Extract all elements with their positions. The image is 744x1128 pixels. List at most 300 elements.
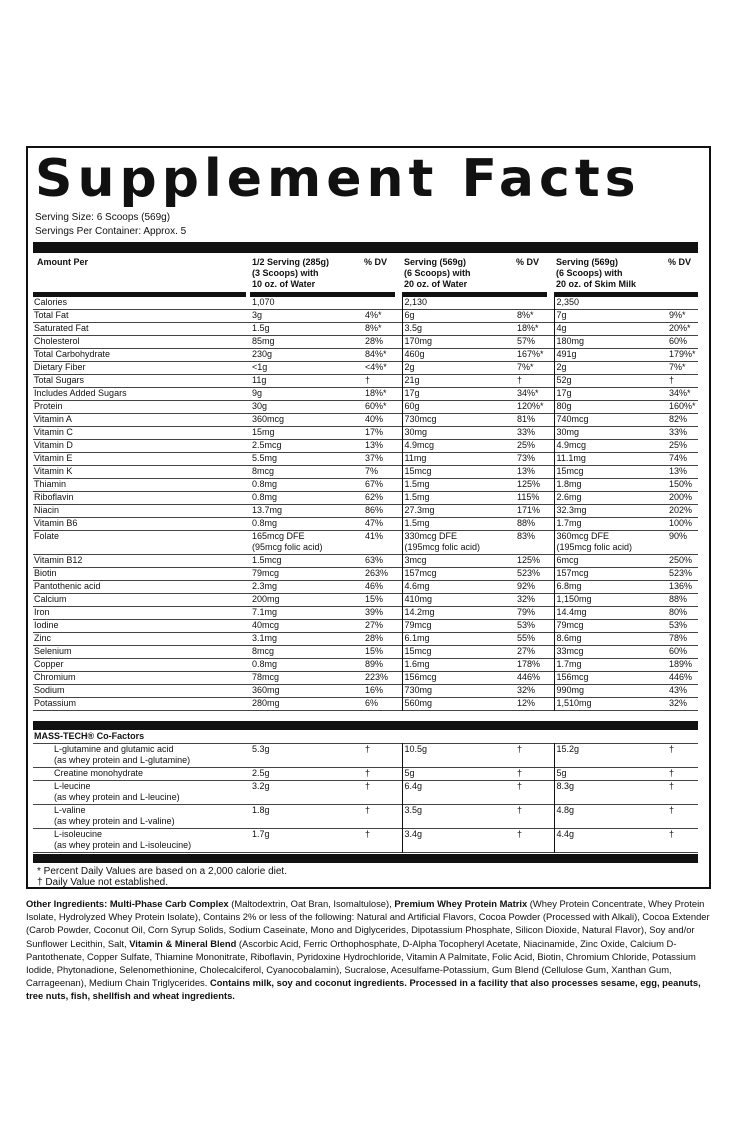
dv-col2: 33% — [515, 427, 554, 440]
amount-col2: 6.4g — [404, 781, 423, 791]
dv-col3: † — [669, 768, 675, 778]
nutrient-name: Copper — [34, 659, 64, 669]
amount-value: 1.7mg — [556, 518, 582, 528]
amount-col1 — [250, 568, 363, 581]
amount-per-label: Amount Per — [37, 257, 89, 267]
amount-col2 — [402, 568, 515, 581]
cofactor-row — [33, 744, 698, 768]
amount-col2 — [402, 349, 515, 362]
col1-header-line3: 10 oz. of Water — [252, 279, 316, 289]
nutrient-row — [33, 531, 698, 555]
nutrient-row — [33, 581, 698, 594]
amount-col2 — [402, 492, 515, 505]
amount-col2 — [402, 505, 515, 518]
ingredient-segment: (Whey Protein Concentrate, Whey Protein Isolate, Hydrolyzed Whey Protein Isolate), Contains 2% or less of the following: Natural and Artificial Flavors, Cocoa Powder (Processed with Alkali), Cocoa Extender (Carob Powder, Coconut Oil, Corn Syrup Solids, Sodium Caseinate, Mono and Diglycerides, Dipotassium Phosphate, Silicon Dioxide, Natural Flavor), Soy and/or Sunflower Lecithin, Salt, — [26, 898, 710, 949]
nutrient-name: Thiamin — [34, 479, 67, 489]
dv-col2: 73% — [515, 453, 554, 466]
dv-col2: † — [515, 781, 554, 805]
amount-value: 730mg — [404, 685, 433, 695]
thick-divider-cofactors — [33, 721, 698, 730]
amount-value: 30mg — [556, 427, 580, 437]
amount-col2 — [402, 594, 515, 607]
dv-col2: 81% — [515, 414, 554, 427]
nutrient-name: Iodine — [34, 620, 59, 630]
amount-value: 60g — [404, 401, 420, 411]
amount-col3: 4.8g — [556, 805, 575, 815]
amount-value: 2,130 — [404, 297, 428, 307]
nutrient-name: Total Fat — [34, 310, 69, 320]
amount-col2 — [402, 479, 515, 492]
amount-col1 — [250, 453, 363, 466]
amount-col2: 10.5g — [404, 744, 428, 754]
dv-col1: 86% — [363, 505, 402, 518]
amount-value: 15mcg — [556, 466, 584, 476]
dv-col1: † — [363, 781, 402, 805]
dv-col2: 32% — [515, 685, 554, 698]
dv-col2: 25% — [515, 440, 554, 453]
nutrient-name: Zinc — [34, 633, 52, 643]
amount-col2 — [402, 581, 515, 594]
dv-col2: 7%* — [515, 362, 554, 375]
amount-value: 157mcg — [404, 568, 437, 578]
nutrient-row — [33, 685, 698, 698]
amount-col2 — [402, 297, 515, 310]
amount-value: 30g — [252, 401, 268, 411]
dv-col3: 150% — [669, 479, 693, 489]
dv-col3: 100% — [669, 518, 693, 528]
amount-col2 — [402, 375, 515, 388]
nutrient-row — [33, 375, 698, 388]
col2-header-line2: (6 Scoops) with — [404, 268, 471, 278]
dv-col1: 60%* — [363, 401, 402, 414]
cofactor-name-cell — [33, 805, 250, 829]
dv-col3: 189% — [669, 659, 693, 669]
amount-col3: 15.2g — [556, 744, 580, 754]
ingredient-bold-segment: Other Ingredients: — [26, 898, 110, 909]
amount-value: 3mcg — [404, 555, 427, 565]
cofactor-row — [33, 781, 698, 805]
dv-col3: 160%* — [669, 401, 696, 411]
footnotes — [37, 866, 287, 888]
cofactor-name-cell — [33, 829, 250, 853]
amount-col1: 3.2g — [252, 781, 270, 791]
amount-value: 4.9mcg — [404, 440, 435, 450]
dv-col1: 39% — [363, 607, 402, 620]
amount-col3: 8.3g — [556, 781, 575, 791]
cofactor-heading-row — [33, 731, 698, 744]
dv-col2: † — [515, 768, 554, 781]
amount-col2 — [402, 466, 515, 479]
dv-col3: 82% — [669, 414, 688, 424]
nutrient-row — [33, 310, 698, 323]
dv-col3: † — [669, 375, 675, 385]
dv-col1: 17% — [363, 427, 402, 440]
amount-value: 170mg — [404, 336, 433, 346]
nutrient-name: Total Sugars — [34, 375, 85, 385]
dv-col2: 57% — [515, 336, 554, 349]
col3-dv-header: % DV — [668, 257, 692, 267]
dv-col1: 18%* — [363, 388, 402, 401]
amount-value: 560mg — [404, 698, 433, 708]
nutrient-row — [33, 466, 698, 479]
amount-value: 0.8mg — [252, 479, 278, 489]
cofactor-name: L-glutamine and glutamic acid — [54, 744, 174, 754]
amount-value: 1,070 — [252, 297, 275, 307]
amount-col1 — [250, 698, 363, 711]
dv-col3: 34%* — [669, 388, 691, 398]
amount-col2 — [402, 646, 515, 659]
amount-col1 — [250, 518, 363, 531]
amount-value: 7.1mg — [252, 607, 278, 617]
dv-col3: 32% — [669, 698, 688, 708]
amount-value: 17g — [556, 388, 572, 398]
amount-col2 — [402, 685, 515, 698]
amount-value: 2g — [556, 362, 567, 372]
amount-col3 — [554, 607, 667, 620]
nutrient-name: Calcium — [34, 594, 67, 604]
amount-value: 1.8mg — [556, 479, 582, 489]
dv-col1: 13% — [363, 440, 402, 453]
amount-col3 — [554, 531, 667, 555]
amount-value: 33mcg — [556, 646, 584, 656]
amount-value: 78mcg — [252, 672, 280, 682]
dv-col3: 25% — [669, 440, 688, 450]
nutrient-name: Protein — [34, 401, 63, 411]
dv-col1: 62% — [363, 492, 402, 505]
dv-col1: 263% — [363, 568, 402, 581]
nutrient-name: Vitamin C — [34, 427, 73, 437]
cofactor-row — [33, 768, 698, 781]
amount-value: 13.7mg — [252, 505, 283, 515]
dv-col1: 37% — [363, 453, 402, 466]
dv-col3: 202% — [669, 505, 693, 515]
cofactor-name-cell — [33, 744, 250, 768]
amount-value: 491g — [556, 349, 577, 359]
amount-col3: 4.4g — [556, 829, 575, 839]
amount-value: 1.7mg — [556, 659, 582, 669]
amount-col3 — [554, 492, 667, 505]
amount-col3 — [554, 414, 667, 427]
amount-value: 2,350 — [556, 297, 580, 307]
dv-col3: 523% — [669, 568, 693, 578]
dv-col2: 27% — [515, 646, 554, 659]
facts-title: Supplement Facts — [35, 149, 641, 209]
dv-col2: 88% — [515, 518, 554, 531]
col1-header — [252, 257, 329, 290]
amount-col2 — [402, 427, 515, 440]
dv-col1: † — [363, 829, 402, 853]
dv-col3: 60% — [669, 646, 688, 656]
dv-col1: † — [363, 375, 402, 388]
nutrient-row — [33, 633, 698, 646]
amount-col1 — [250, 620, 363, 633]
amount-col1 — [250, 375, 363, 388]
amount-col2 — [402, 531, 515, 555]
amount-col3 — [554, 581, 667, 594]
amount-col3 — [554, 672, 667, 685]
dv-col2: 125% — [515, 555, 554, 568]
dv-col2: 18%* — [515, 323, 554, 336]
amount-value: 0.8mg — [252, 492, 278, 502]
cofactor-source: (as whey protein and L-leucine) — [54, 792, 180, 802]
amount-value: <1g — [252, 362, 268, 372]
nutrient-name: Pantothenic acid — [34, 581, 101, 591]
cofactor-source: (as whey protein and L-valine) — [54, 816, 175, 826]
amount-col1 — [250, 633, 363, 646]
col1-header-line2: (3 Scoops) with — [252, 268, 319, 278]
nutrient-name: Chromium — [34, 672, 76, 682]
supplement-facts-panel — [26, 146, 711, 889]
nutrient-row — [33, 607, 698, 620]
amount-value: 11.1mg — [556, 453, 586, 463]
dv-col1: 84%* — [363, 349, 402, 362]
amount-col2 — [402, 518, 515, 531]
dv-col1: 15% — [363, 646, 402, 659]
cofactor-source: (as whey protein and L-isoleucine) — [54, 840, 192, 850]
nutrient-row — [33, 362, 698, 375]
amount-col2: 3.5g — [404, 805, 423, 815]
nutrient-table — [33, 297, 698, 711]
amount-value: 21g — [404, 375, 420, 385]
col3-header-line1: Serving (569g) — [556, 257, 619, 267]
dv-col3: 7%* — [669, 362, 686, 372]
amount-value: 1.6mg — [404, 659, 430, 669]
col2-header-line1: Serving (569g) — [404, 257, 467, 267]
amount-value: 156mcg — [404, 672, 437, 682]
amount-col1 — [250, 466, 363, 479]
dv-col3: 90% — [669, 531, 688, 541]
dv-col1: 7% — [363, 466, 402, 479]
amount-col3 — [554, 479, 667, 492]
dv-col2: 523% — [515, 568, 554, 581]
dv-col2: 115% — [515, 492, 554, 505]
amount-value: 11g — [252, 375, 267, 385]
amount-col2 — [402, 698, 515, 711]
ingredient-bold-segment: Contains milk, soy and coconut ingredients. Processed in a facility that also processes sesame, egg, peanuts, tree nuts, fish, shellfish and wheat ingredients. — [26, 977, 701, 1002]
amount-value: 180mg — [556, 336, 585, 346]
amount-value: 14.4mg — [556, 607, 587, 617]
cofactor-table — [33, 731, 698, 853]
amount-col2: 5g — [404, 768, 415, 778]
amount-col3 — [554, 646, 667, 659]
amount-col2 — [402, 607, 515, 620]
amount-col1 — [250, 388, 363, 401]
amount-col2 — [402, 672, 515, 685]
dv-col1: 40% — [363, 414, 402, 427]
servings-per-container: Servings Per Container: Approx. 5 — [35, 226, 187, 237]
nutrient-row — [33, 659, 698, 672]
nutrient-row — [33, 568, 698, 581]
amount-col2 — [402, 323, 515, 336]
amount-value: 8mcg — [252, 646, 275, 656]
amount-col1 — [250, 659, 363, 672]
dv-col2: 8%* — [515, 310, 554, 323]
col3-header-line2: (6 Scoops) with — [556, 268, 623, 278]
amount-col2 — [402, 362, 515, 375]
dv-col3: 78% — [669, 633, 688, 643]
amount-col1 — [250, 414, 363, 427]
amount-value: 4.6mg — [404, 581, 430, 591]
dv-col3: 53% — [669, 620, 688, 630]
amount-col3 — [554, 633, 667, 646]
dv-col2: 12% — [515, 698, 554, 711]
nutrient-name: Vitamin B12 — [34, 555, 83, 565]
amount-col3 — [554, 401, 667, 414]
nutrient-row — [33, 388, 698, 401]
amount-value: 0.8mg — [252, 659, 278, 669]
nutrient-row — [33, 505, 698, 518]
nutrient-name: Calories — [34, 297, 68, 307]
ingredient-bold-segment: Vitamin & Mineral Blend — [129, 937, 237, 949]
nutrient-name: Folate — [34, 531, 60, 541]
dv-col2: 32% — [515, 594, 554, 607]
cofactor-name-cell — [33, 768, 250, 781]
amount-col2 — [402, 388, 515, 401]
amount-value: 79mcg — [252, 568, 280, 578]
nutrient-row — [33, 323, 698, 336]
nutrient-name: Sodium — [34, 685, 65, 695]
amount-value: 17g — [404, 388, 420, 398]
amount-value: 360mcg DFE — [556, 531, 610, 541]
amount-col1 — [250, 505, 363, 518]
dv-col1: † — [363, 805, 402, 829]
amount-col3 — [554, 375, 667, 388]
amount-value: 280mg — [252, 698, 280, 708]
serving-size: Serving Size: 6 Scoops (569g) — [35, 212, 171, 223]
amount-col2 — [402, 659, 515, 672]
amount-col1 — [250, 310, 363, 323]
nutrient-row — [33, 594, 698, 607]
dv-col2: 120%* — [515, 401, 554, 414]
amount-col3 — [554, 388, 667, 401]
amount-value: 6.1mg — [404, 633, 430, 643]
amount-value: 30mg — [404, 427, 428, 437]
cofactor-row — [33, 805, 698, 829]
amount-col2 — [402, 440, 515, 453]
dv-col2: 53% — [515, 620, 554, 633]
ingredient-segment: (Ascorbic Acid, Ferric Orthophosphate, D-Alpha Tocopheryl Acetate, Niacinamide, Zinc Oxide, Calcium D-Pantothenate, Copper Sulfate, Thiamine Mononitrate, Riboflavin, Pyridoxine Hydrochloride, Vitamin A Palmitate, Folic Acid, Biotin, Chromium Chloride, Potassium Iodide, Phytonadione, Selenomethionine, Cholecalciferol, Cyanocobalamin), Sucralose, Acesulfame-Potassium, Gum Blend (Cellulose Gum, Xanthan Gum, Carrageenan), Medium Chain Triglycerides. — [26, 937, 696, 989]
amount-col1 — [250, 607, 363, 620]
amount-col3 — [554, 310, 667, 323]
amount-value: 3.1mg — [252, 633, 278, 643]
amount-value: 3.5g — [404, 323, 423, 333]
amount-value: 156mcg — [556, 672, 589, 682]
amount-col2 — [402, 414, 515, 427]
amount-col1 — [250, 401, 363, 414]
nutrient-name: Niacin — [34, 505, 60, 515]
dv-col3: 136% — [669, 581, 693, 591]
nutrient-row — [33, 414, 698, 427]
dv-col1: 28% — [363, 336, 402, 349]
dv-col1: 67% — [363, 479, 402, 492]
dv-col1 — [363, 297, 402, 310]
nutrient-name: Cholesterol — [34, 336, 80, 346]
ingredient-bold-segment: Premium Whey Protein Matrix — [394, 898, 528, 909]
col3-header-line3: 20 oz. of Skim Milk — [556, 279, 637, 289]
amount-col1: 1.7g — [252, 829, 270, 839]
amount-col3 — [554, 297, 667, 310]
amount-col1 — [250, 646, 363, 659]
amount-value: 740mcg — [556, 414, 589, 424]
nutrient-name: Iron — [34, 607, 50, 617]
dv-col2: 178% — [515, 659, 554, 672]
dv-col2: † — [515, 805, 554, 829]
thick-divider-bottom — [33, 854, 698, 863]
dv-col3: 43% — [669, 685, 688, 695]
dv-col1: 63% — [363, 555, 402, 568]
amount-col3 — [554, 336, 667, 349]
nutrient-row — [33, 427, 698, 440]
amount-value: 3g — [252, 310, 263, 320]
amount-col2 — [402, 620, 515, 633]
dv-col3: 9%* — [669, 310, 686, 320]
amount-value: 6mcg — [556, 555, 579, 565]
nutrient-row — [33, 492, 698, 505]
amount-col3 — [554, 362, 667, 375]
footnote-percent: * Percent Daily Values are based on a 2,000 calorie diet. — [37, 866, 287, 877]
amount-col2: 3.4g — [404, 829, 423, 839]
amount-value: 5.5mg — [252, 453, 278, 463]
cofactor-heading: MASS-TECH® Co-Factors — [34, 731, 145, 741]
amount-value: 15mcg — [404, 466, 432, 476]
dv-col2: 171% — [515, 505, 554, 518]
dv-col3: † — [669, 829, 675, 839]
amount-value: 1.5g — [252, 323, 270, 333]
amount-value: 7g — [556, 310, 567, 320]
amount-col3 — [554, 568, 667, 581]
dv-col1: 223% — [363, 672, 402, 685]
nutrient-name: Vitamin A — [34, 414, 72, 424]
dv-col2: 79% — [515, 607, 554, 620]
dv-col1: 6% — [363, 698, 402, 711]
amount-value: 2g — [404, 362, 415, 372]
dv-col3 — [667, 297, 698, 310]
amount-col1 — [250, 427, 363, 440]
amount-col3 — [554, 427, 667, 440]
amount-col1 — [250, 492, 363, 505]
nutrient-name: Total Carbohydrate — [34, 349, 111, 359]
nutrient-row — [33, 349, 698, 362]
amount-value: 157mcg — [556, 568, 589, 578]
nutrient-name: Biotin — [34, 568, 57, 578]
amount-col1 — [250, 297, 363, 310]
amount-col3 — [554, 453, 667, 466]
dv-col2: 92% — [515, 581, 554, 594]
amount-value: 27.3mg — [404, 505, 435, 515]
dv-col3: † — [669, 805, 675, 815]
dv-col3: 60% — [669, 336, 688, 346]
amount-col1 — [250, 479, 363, 492]
dv-col3: 20%* — [669, 323, 691, 333]
cofactor-source: (as whey protein and L-glutamine) — [54, 755, 191, 765]
amount-value: 79mcg — [404, 620, 432, 630]
amount-value: 8mcg — [252, 466, 275, 476]
dv-col2: † — [515, 829, 554, 853]
dv-col1: † — [363, 768, 402, 781]
nutrient-row — [33, 518, 698, 531]
nutrient-name: Selenium — [34, 646, 72, 656]
dv-col2: † — [515, 744, 554, 768]
nutrient-name: Vitamin D — [34, 440, 73, 450]
amount-value: 15mcg — [404, 646, 432, 656]
dv-col3: 88% — [669, 594, 688, 604]
amount-col3 — [554, 505, 667, 518]
amount-col3 — [554, 323, 667, 336]
dv-col1: 46% — [363, 581, 402, 594]
amount-value: 85mg — [252, 336, 275, 346]
amount-col3 — [554, 698, 667, 711]
ingredient-bold-segment: Multi-Phase Carb Complex — [109, 898, 229, 909]
